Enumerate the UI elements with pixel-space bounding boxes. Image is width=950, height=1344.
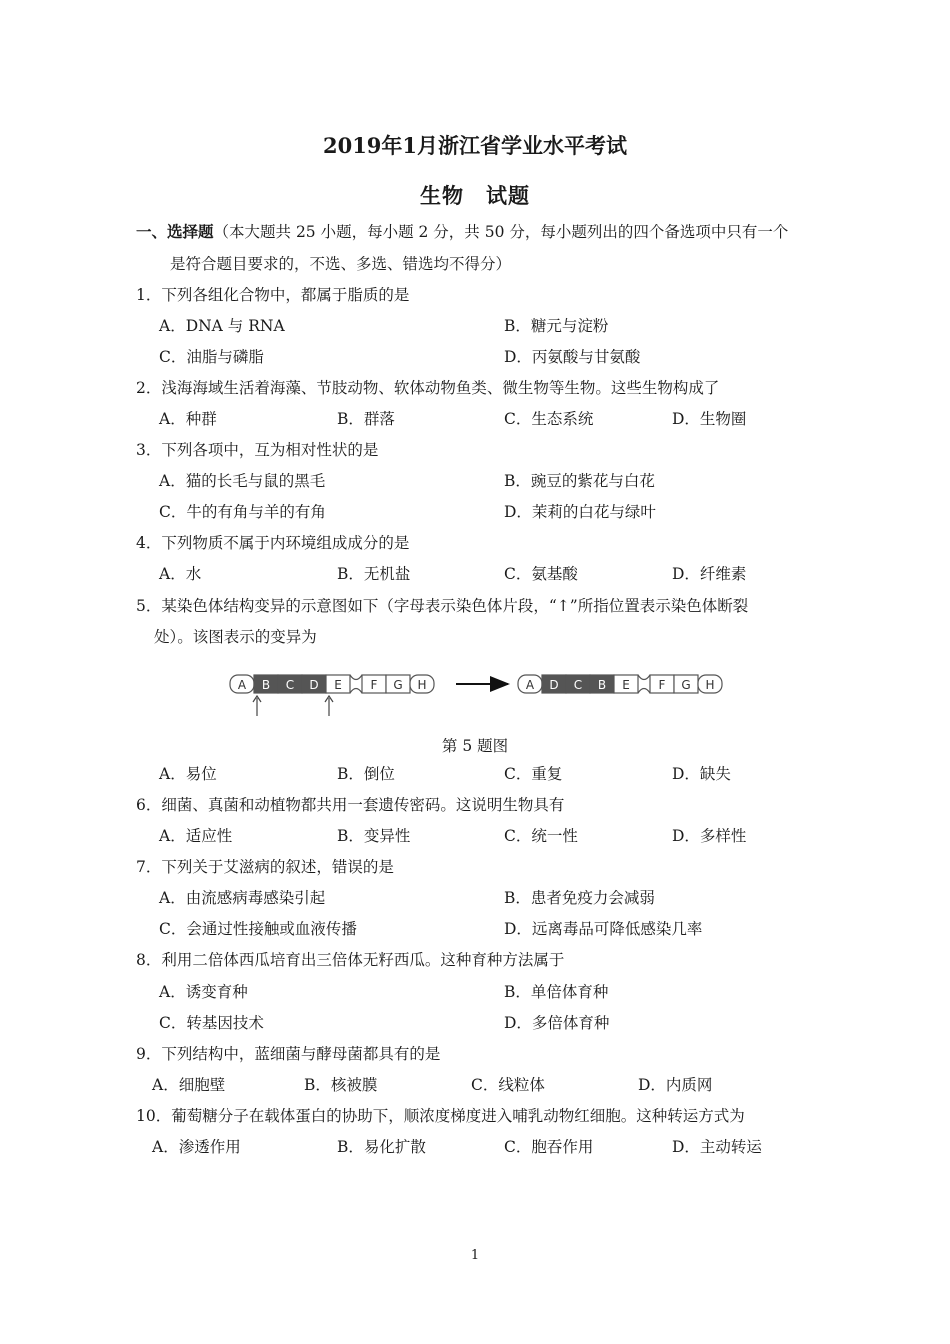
- option: B．倒位: [337, 765, 395, 783]
- chromosome-before: [230, 675, 434, 693]
- option: C．统一性: [504, 827, 578, 845]
- option: D．主动转运: [672, 1138, 762, 1156]
- question-stem: 6．细菌、真菌和动植物都共用一套遗传密码。这说明生物具有: [136, 796, 565, 814]
- segment-label: E: [622, 678, 630, 692]
- option: D．多倍体育种: [504, 1014, 610, 1032]
- option: B．核被膜: [304, 1076, 378, 1094]
- question-stem: 8．利用二倍体西瓜培育出三倍体无籽西瓜。这种育种方法属于: [136, 951, 565, 969]
- question-stem-continued: 处）。该图表示的变异为: [154, 628, 317, 646]
- page-number: 1: [470, 1248, 480, 1263]
- segment-label: A: [525, 678, 535, 692]
- option: B．群落: [337, 410, 395, 428]
- option: D．纤维素: [672, 565, 747, 583]
- section-heading: 一、选择题: [136, 222, 214, 241]
- figure-caption: 第 5 题图: [441, 737, 509, 755]
- option: D．内质网: [638, 1076, 713, 1094]
- chromosome-figure: [220, 664, 740, 720]
- segment-label: B: [261, 678, 271, 692]
- option: B．糖元与淀粉: [504, 317, 609, 335]
- option: C．重复: [504, 765, 563, 783]
- option: C．线粒体: [471, 1076, 545, 1094]
- option: B．变异性: [337, 827, 411, 845]
- option: C．牛的有角与羊的有角: [159, 503, 326, 521]
- break-point-arrow: [325, 696, 333, 716]
- option: D．缺失: [672, 765, 731, 783]
- option: C．氨基酸: [504, 565, 578, 583]
- option: A．渗透作用: [152, 1138, 241, 1156]
- question-stem: 10．葡萄糖分子在载体蛋白的协助下，顺浓度梯度进入哺乳动物红细胞。这种转运方式为: [136, 1107, 745, 1125]
- break-point-arrow: [253, 696, 261, 716]
- option: B．患者免疫力会减弱: [504, 889, 655, 907]
- option: B．豌豆的紫花与白花: [504, 472, 655, 490]
- option: A．水: [159, 565, 202, 583]
- segment-label: H: [705, 678, 715, 692]
- segment-label: C: [285, 678, 295, 692]
- segment-label: G: [393, 678, 403, 692]
- segment-label: F: [370, 678, 378, 692]
- chromosome-after: [518, 675, 722, 693]
- segment-label: A: [237, 678, 247, 692]
- segment-label: F: [658, 678, 666, 692]
- option: D．丙氨酸与甘氨酸: [504, 348, 641, 366]
- exam-title: 2019年1月浙江省学业水平考试: [322, 133, 628, 158]
- option: A．种群: [159, 410, 217, 428]
- exam-subtitle: [0, 180, 950, 210]
- question-stem: 9．下列结构中，蓝细菌与酵母菌都具有的是: [136, 1045, 441, 1063]
- segment-label: C: [573, 678, 583, 692]
- option: B．单倍体育种: [504, 983, 609, 1001]
- section-header: [136, 222, 788, 242]
- option: A．诱变育种: [159, 983, 248, 1001]
- option: D．生物圈: [672, 410, 747, 428]
- segment-label: B: [597, 678, 607, 692]
- segment-label: E: [334, 678, 342, 692]
- question-stem: 1．下列各组化合物中，都属于脂质的是: [136, 286, 410, 304]
- question-stem: 2．浅海海域生活着海藻、节肢动物、软体动物鱼类、微生物等生物。这些生物构成了: [136, 379, 720, 397]
- centromere: [638, 675, 650, 693]
- subject-name: 生物: [420, 183, 464, 208]
- option: B．易化扩散: [337, 1138, 426, 1156]
- option: C．油脂与磷脂: [159, 348, 264, 366]
- option: D．多样性: [672, 827, 747, 845]
- option: A．细胞壁: [152, 1076, 226, 1094]
- option: A．适应性: [159, 827, 233, 845]
- question-stem: 5．某染色体结构变异的示意图如下（字母表示染色体片段，“↑”所指位置表示染色体断裂: [136, 597, 749, 615]
- option: B．无机盐: [337, 565, 411, 583]
- paper-type: 试题: [486, 183, 530, 208]
- option: A．易位: [159, 765, 217, 783]
- section-note-2: 是符合题目要求的，不选、多选、错选均不得分）: [170, 255, 512, 273]
- option: C．生态系统: [504, 410, 594, 428]
- question-stem: 7．下列关于艾滋病的叙述，错误的是: [136, 858, 394, 876]
- section-note-1: （本大题共 25 小题，每小题 2 分，共 50 分，每小题列出的四个备选项中只有一个: [213, 223, 789, 241]
- option: C．胞吞作用: [504, 1138, 594, 1156]
- question-stem: 3．下列各项中，互为相对性状的是: [136, 441, 379, 459]
- centromere: [350, 675, 362, 693]
- segment-label: H: [417, 678, 427, 692]
- option: D．茉莉的白花与绿叶: [504, 503, 656, 521]
- option: D．远离毒品可降低感染几率: [504, 920, 703, 938]
- option: A．猫的长毛与鼠的黑毛: [159, 472, 326, 490]
- option: C．转基因技术: [159, 1014, 264, 1032]
- question-stem: 4．下列物质不属于内环境组成成分的是: [136, 534, 410, 552]
- option: A．DNA 与 RNA: [159, 317, 285, 335]
- option: C．会通过性接触或血液传播: [159, 920, 357, 938]
- option: A．由流感病毒感染引起: [159, 889, 326, 907]
- segment-label: D: [549, 678, 559, 692]
- segment-label: G: [681, 678, 691, 692]
- segment-label: D: [309, 678, 319, 692]
